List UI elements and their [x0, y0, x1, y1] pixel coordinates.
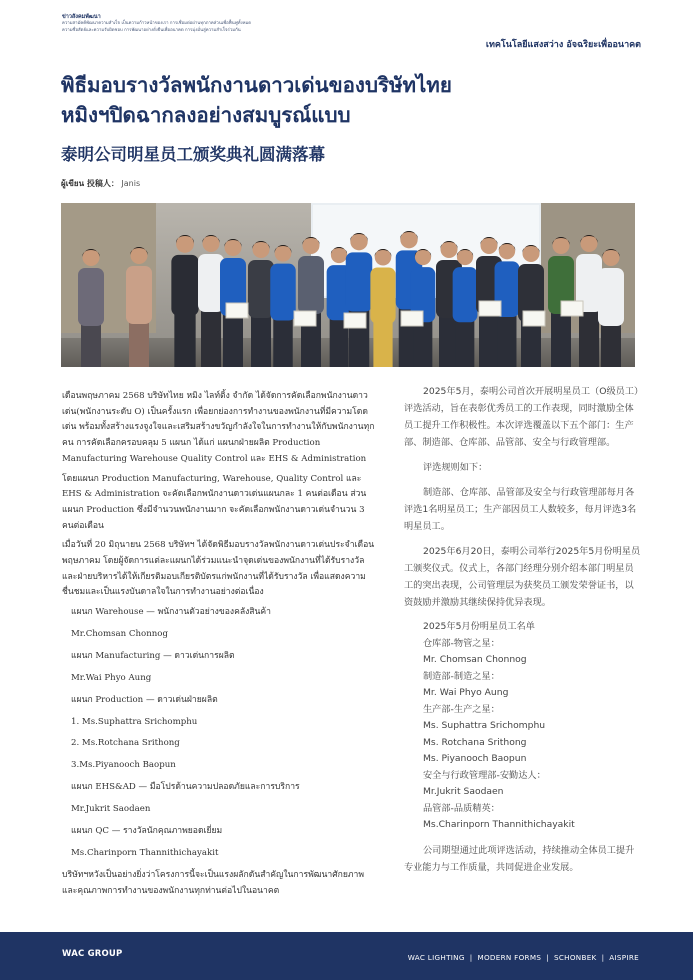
certificate [401, 311, 423, 326]
chinese-article-column [404, 383, 641, 884]
list-item: 仓库部-物管之星： [423, 637, 500, 649]
list-item: แผนก Manufacturing — ดาวเด่นการผลิต [71, 650, 235, 661]
title-thai-line: พิธีมอบรางวัลพนักงานดาวเด่นของบริษัทไทย [61, 73, 452, 97]
list-item: 1. Ms.Suphattra Srichomphu [71, 716, 198, 727]
certificate [561, 301, 583, 316]
brand-separator: | [601, 953, 605, 962]
list-item: 制造部-制造之星： [423, 670, 500, 682]
author-name: Janis [121, 179, 141, 188]
footer-bar [0, 932, 693, 980]
masthead-title: ข่าวสังคมพัฒนา [62, 14, 101, 20]
footer-brand: WAC GROUP [62, 949, 123, 959]
chinese-winners-list [404, 619, 641, 834]
list-item: 安全与行政管理部-安勤达人： [423, 769, 546, 781]
list-item: 3.Ms.Piyanooch Baopun [71, 760, 176, 771]
brand-name: AISPIRE [609, 953, 639, 962]
thai-closing-paragraph: บริษัทฯหวังเป็นอย่างยิ่งว่าโครงการนี้จะเป็นแรงผลักดันสำคัญในการพัฒนาศักยภาพและคุณภาพการทำงานของพนักงานทุกท่านต่อไปในอนาคต [62, 869, 365, 896]
certificate [344, 313, 366, 328]
thai-winners-list [62, 605, 378, 862]
brand-name: SCHONBEK [553, 953, 597, 962]
author-byline [61, 177, 140, 190]
chinese-paragraph: 制造部、仓库部、品管部及安全与行政管理部每月各评选1名明星员工；生产部因员工人数较多，每月评选3名明星员工。 [404, 487, 637, 532]
chinese-paragraph: 2025年6月20日，泰明公司举行2025年5月份明星员工颁奖仪式。仪式上，各部门经理分别介绍本部门明星员工的突出表现，公司管理层为获奖员工颁发荣誉证书，以资鼓励并激励其继续保持优异表现。 [404, 546, 641, 608]
list-item: 生产部-生产之星： [423, 703, 500, 715]
article-title-chinese: 泰明公司明星员工颁奖典礼圆满落幕 [61, 145, 325, 164]
list-item: แผนก QC — รางวัลนักคุณภาพยอดเยี่ยม [71, 826, 223, 837]
list-title: 2025年5月份明星员工名单 [423, 621, 535, 632]
brand-name: WAC LIGHTING [407, 953, 465, 962]
list-item: Mr.Jukrit Saodaen [71, 804, 151, 815]
chinese-paragraph: 2025年5月，泰明公司首次开展明星员工（O级员工）评选活动，旨在表彰优秀员工的工作表现，同时激励全体员工提升工作积极性。本次评选覆盖以下五个部门：生产部、制造部、仓库部、品管部、安全与行政管理部。 [404, 386, 639, 448]
thai-article-column [62, 389, 378, 903]
person-silhouette [346, 233, 373, 367]
title-thai-line: หมิงฯปิดฉากลงอย่างสมบูรณ์แบบ [61, 103, 351, 127]
footer-brand-list [408, 953, 639, 962]
chinese-closing-paragraph: 公司期望通过此项评选活动，持续推动全体员工提升专业能力与工作质量，共同促进企业发展。 [404, 844, 635, 873]
author-label: ผู้เขียน 投稿人： [61, 179, 119, 188]
thai-paragraph: เดือนพฤษภาคม 2568 บริษัทไทย หมิง ไลท์ติ้ง จำกัด ได้จัดการคัดเลือกพนักงานดาวเด่น(พนักงานระดับ O) เป็นครั้งแรก เพื่อยกย่องการทำงานของพนักงานที่มีความโดดเด่น พร้อมทั้งสร้างแรงจูงใจและเสริมสร้างขวัญกำลังใจในการทำงานให้กับพนักงานทุกคน การคัดเลือกครอบคลุม 5 แผนก ได้แก่ แผนกฝ่ายผลิต Production Manufacturing Warehouse Quality Control และ EHS & Administration [62, 391, 375, 464]
header-slogan: เทคโนโลยีแสงสว่าง อัจฉริยะเพื่ออนาคต [485, 40, 641, 50]
group-photo [61, 203, 635, 367]
thai-paragraph: เมื่อวันที่ 20 มิถุนายน 2568 บริษัทฯ ได้จัดพิธีมอบรางวัลพนักงานดาวเด่นประจำเดือนพฤษภาคม โดยผู้จัดการแต่ละแผนกได้ร่วมแนะนำจุดเด่นของพนักงานที่ได้รับรางวัล และฝ่ายบริหารได้ให้เกียรติมอบเกียรติบัตรแก่พนักงานที่ได้รับรางวัล เพื่อแสดงความชื่นชมและเป็นแรงบันดาลใจในการทำงานอย่างต่อเนื่อง [62, 540, 375, 598]
list-item: 品管部-品质精英： [423, 802, 500, 814]
list-item: แผนก EHS&AD — มือโปรด้านความปลอดภัยและการบริการ [71, 782, 300, 793]
list-item: 2. Ms.Rotchana Srithong [71, 738, 180, 749]
list-item: Ms. Piyanooch Baopun [423, 753, 527, 764]
list-item: แผนก Warehouse — พนักงานตัวอย่างของคลังสินค้า [71, 607, 271, 618]
chinese-paragraph: 评选规则如下： [423, 462, 488, 473]
list-item: Ms.Charinporn Thannithichayakit [423, 819, 575, 830]
group-photo-icon [61, 203, 635, 367]
list-item: Mr.Jukrit Saodaen [423, 786, 504, 797]
list-item: Ms.Charinporn Thannithichayakit [71, 847, 219, 858]
list-item: Mr. Wai Phyo Aung [423, 687, 509, 698]
brand-name: MODERN FORMS [477, 953, 542, 962]
list-item: แผนก Production — ดาวเด่นฝ่ายผลิต [71, 694, 218, 705]
certificate [226, 303, 248, 318]
list-item: Mr.Chomsan Chonnog [71, 629, 168, 640]
certificate [523, 311, 545, 326]
certificate [294, 311, 316, 326]
list-item: Mr.Wai Phyo Aung [71, 672, 152, 683]
certificate [479, 301, 501, 316]
brand-separator: | [546, 953, 549, 962]
list-item: Mr. Chomsan Chonnog [423, 654, 527, 665]
brand-separator: | [469, 953, 473, 962]
thai-paragraph: โดยแผนก Production Manufacturing, Warehouse, Quality Control และ EHS & Administration จะคัดเลือกพนักงานดาวเด่นแผนกละ 1 คนต่อเดือน ส่วนแผนก Production ซึ่งมีจำนวนพนักงานมาก จะคัดเลือกพนักงานดาวเด่นจำนวน 3 คนต่อเดือน [62, 473, 367, 531]
list-item: Ms. Suphattra Srichomphu [423, 720, 546, 731]
masthead-line: ความซื่อสัตย์และความรับผิดชอบ การพัฒนาอย่างยั่งยืนเพื่ออนาคต การมุ่งมั่นสู่ความสำเร็จร่วมกัน [62, 27, 241, 33]
article-title-thai [61, 70, 641, 130]
header-masthead [62, 14, 252, 34]
list-item: Ms. Rotchana Srithong [423, 736, 527, 748]
masthead-line: ความสามัคคีพัฒนาความสำเร็จ เป็นความก้าวหน้าของเรา การเชื่อมต่อผ่านทุกภาคส่วนเพื่อฟื้นฟูทั้งหมด [62, 21, 252, 26]
